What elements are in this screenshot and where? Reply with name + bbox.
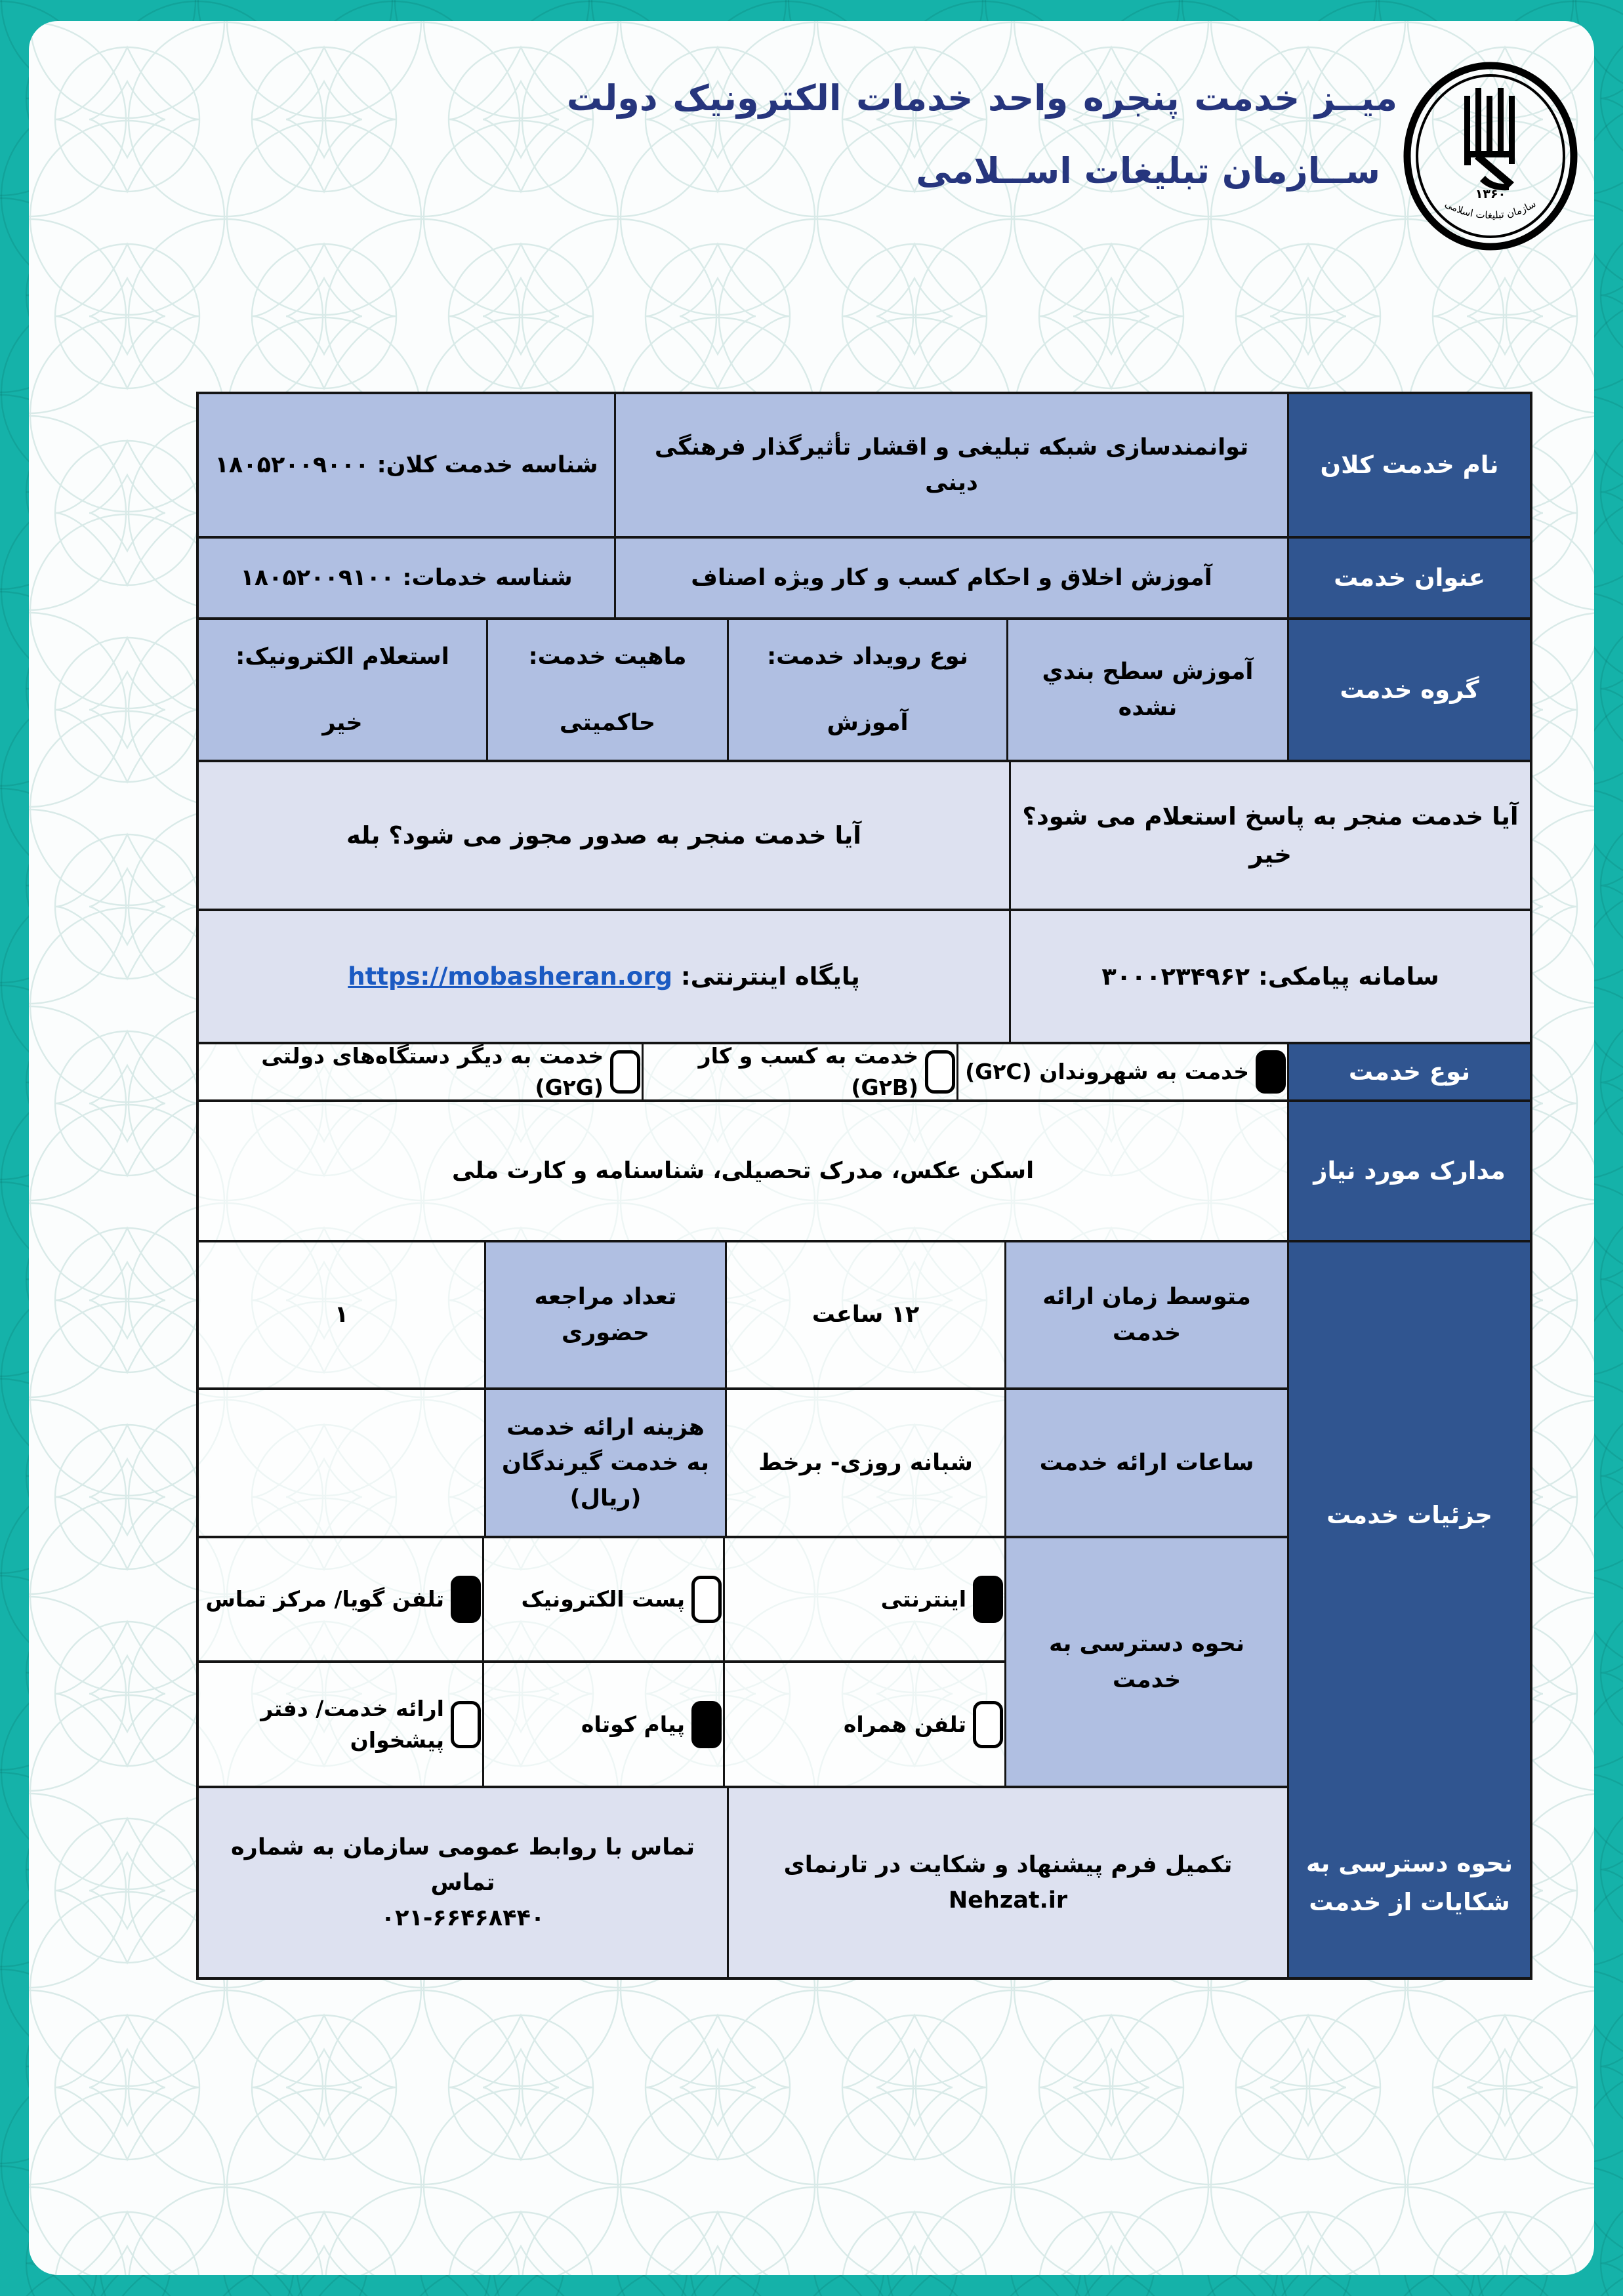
table-row-contact bbox=[199, 911, 1530, 1044]
hours-value: شبانه روزی- برخط bbox=[727, 1390, 1006, 1536]
service-einquiry-label: استعلام الکترونیک: bbox=[236, 644, 449, 670]
g2g-label: خدمت به دیگر دستگاه‌های دولتی (G۲G) bbox=[261, 1043, 604, 1100]
row-header-service-type: نوع خدمت bbox=[1289, 1044, 1530, 1099]
complaints-phone-value bbox=[199, 1788, 729, 1977]
access-options-row1 bbox=[199, 1538, 1004, 1663]
row-header-complaints: نحوه دسترسی به شکایات از خدمت bbox=[1289, 1788, 1530, 1977]
service-details-content bbox=[199, 1242, 1289, 1786]
row-header-required-documents: مدارک مورد نیاز bbox=[1289, 1102, 1530, 1240]
service-title-value: آموزش اخلاق و احکام کسب و کار ویژه اصناف bbox=[616, 539, 1289, 617]
page-panel bbox=[29, 21, 1594, 2275]
access-label: نحوه دسترسی به خدمت bbox=[1006, 1538, 1287, 1786]
row-header-service-group: گروه خدمت bbox=[1289, 620, 1530, 760]
macro-service-value: توانمندسازی شبکه تبلیغی و اقشار تأثیرگذار فرهنگی دینی bbox=[616, 394, 1289, 536]
logo-year: ۱۳۶۰ bbox=[1475, 187, 1506, 201]
sms-system: سامانه پیامکی: ۳۰۰۰۲۳۴۹۶۲ bbox=[1011, 911, 1530, 1042]
website-cell bbox=[199, 911, 1011, 1042]
table-row-complaints bbox=[199, 1788, 1530, 1977]
details-subrow-avg-time bbox=[199, 1242, 1287, 1390]
table-row-macro-service bbox=[199, 394, 1530, 539]
counter-label: ارائه خدمت/ دفتر پیشخوان bbox=[260, 1695, 444, 1753]
internet-checkbox[interactable] bbox=[973, 1576, 1003, 1623]
service-nature bbox=[488, 620, 729, 760]
service-type-option-g2c bbox=[958, 1044, 1289, 1099]
access-option-mobile bbox=[725, 1663, 1004, 1786]
row-header-service-details: جزئیات خدمت bbox=[1289, 1242, 1530, 1788]
table-row-service-group bbox=[199, 620, 1530, 762]
table-row-service-details bbox=[199, 1242, 1530, 1788]
page-title-line1: میــز خدمت پنجره واحد خدمات الکترونیک دولت bbox=[566, 77, 1397, 119]
service-event-label: نوع رویداد خدمت: bbox=[767, 644, 968, 670]
service-nature-value: حاکمیتی bbox=[559, 709, 656, 736]
details-subrow-access bbox=[199, 1538, 1287, 1786]
ivr-checkbox[interactable] bbox=[451, 1576, 481, 1623]
logo-calligraphy-icon bbox=[1464, 88, 1515, 190]
access-option-internet bbox=[725, 1538, 1004, 1660]
table-row-questions bbox=[199, 762, 1530, 911]
internet-label: اینترنتی bbox=[880, 1586, 966, 1612]
g2b-checkbox[interactable] bbox=[925, 1050, 955, 1094]
mobile-label: تلفن همراه bbox=[843, 1711, 966, 1737]
visits-value: ۱ bbox=[199, 1242, 486, 1387]
required-documents-value: اسکن عکس، مدرک تحصیلی، شناسنامه و کارت ملی bbox=[199, 1102, 1289, 1240]
service-einquiry bbox=[199, 620, 488, 760]
license-question: آیا خدمت منجر به صدور مجوز می شود؟ بله bbox=[199, 762, 1011, 909]
table-row-required-documents bbox=[199, 1102, 1530, 1242]
macro-service-code: شناسه خدمت کلان: ۱۸۰۵۲۰۰۹۰۰۰ bbox=[199, 394, 616, 536]
details-subrow-hours bbox=[199, 1390, 1287, 1538]
page-title bbox=[567, 77, 1397, 192]
sms-label: پیام کوتاه bbox=[581, 1711, 685, 1737]
service-event-type bbox=[729, 620, 1008, 760]
cost-value bbox=[199, 1390, 486, 1536]
sms-checkbox[interactable] bbox=[691, 1701, 722, 1748]
row-header-service-title: عنوان خدمت bbox=[1289, 539, 1530, 617]
visits-label: تعداد مراجعه حضوری bbox=[486, 1242, 727, 1387]
service-type-option-g2b bbox=[644, 1044, 958, 1099]
access-option-ivr bbox=[199, 1538, 484, 1660]
website-label: پایگاه اینترنتی: bbox=[680, 962, 860, 991]
email-checkbox[interactable] bbox=[691, 1576, 722, 1623]
service-nature-label: ماهیت خدمت: bbox=[528, 644, 687, 670]
access-option-counter bbox=[199, 1663, 484, 1786]
counter-checkbox[interactable] bbox=[451, 1701, 481, 1748]
table-row-service-title bbox=[199, 539, 1530, 620]
avg-time-label: متوسط زمان ارائه خدمت bbox=[1006, 1242, 1287, 1387]
g2g-checkbox[interactable] bbox=[610, 1050, 640, 1094]
service-type-option-g2g bbox=[199, 1044, 644, 1099]
page-title-line2: ســازمان تبلیغات اســلامی bbox=[916, 150, 1380, 192]
mobile-checkbox[interactable] bbox=[973, 1701, 1003, 1748]
table-row-service-type bbox=[199, 1044, 1530, 1102]
g2c-label: خدمت به شهروندان (G۲C) bbox=[965, 1059, 1249, 1085]
access-options bbox=[199, 1538, 1006, 1786]
avg-time-value: ۱۲ ساعت bbox=[727, 1242, 1006, 1387]
inquiry-question: آیا خدمت منجر به پاسخ استعلام می شود؟ خیر bbox=[1011, 762, 1530, 909]
access-options-row2 bbox=[199, 1663, 1004, 1786]
row-header-macro-service: نام خدمت کلان bbox=[1289, 394, 1530, 536]
ivr-label: تلفن گویا/ مرکز تماس bbox=[205, 1586, 444, 1612]
complaints-online-value: تکمیل فرم پیشنهاد و شکایت در تارنمای Nehzat.ir bbox=[729, 1788, 1289, 1977]
service-title-code: شناسه خدمات: ۱۸۰۵۲۰۰۹۱۰۰ bbox=[199, 539, 616, 617]
cost-label: هزینه ارائه خدمت به خدمت گیرندگان (ریال) bbox=[486, 1390, 727, 1536]
g2b-label: خدمت به کسب و کار (G۲B) bbox=[698, 1043, 918, 1100]
hours-label: ساعات ارائه خدمت bbox=[1006, 1390, 1287, 1536]
access-option-sms bbox=[484, 1663, 725, 1786]
service-einquiry-value: خیر bbox=[322, 709, 363, 736]
logo-org-name: سازمان تبلیغات اسلامی bbox=[1443, 197, 1538, 222]
service-event-value: آموزش bbox=[827, 709, 909, 736]
service-group-value: آموزش سطح بندي نشده bbox=[1008, 620, 1289, 760]
service-info-table bbox=[196, 392, 1532, 1980]
access-option-email bbox=[484, 1538, 725, 1660]
g2c-checkbox[interactable] bbox=[1256, 1050, 1286, 1094]
website-link[interactable]: https://mobasheran.org bbox=[348, 962, 672, 991]
complaints-phone-line1: تماس با روابط عمومی سازمان به شماره تماس bbox=[231, 1834, 695, 1896]
email-label: پست الکترونیک bbox=[521, 1586, 685, 1612]
complaints-phone-line2: ۰۲۱-۶۶۴۶۸۴۴۰ bbox=[380, 1905, 545, 1932]
organization-logo bbox=[1401, 59, 1580, 253]
